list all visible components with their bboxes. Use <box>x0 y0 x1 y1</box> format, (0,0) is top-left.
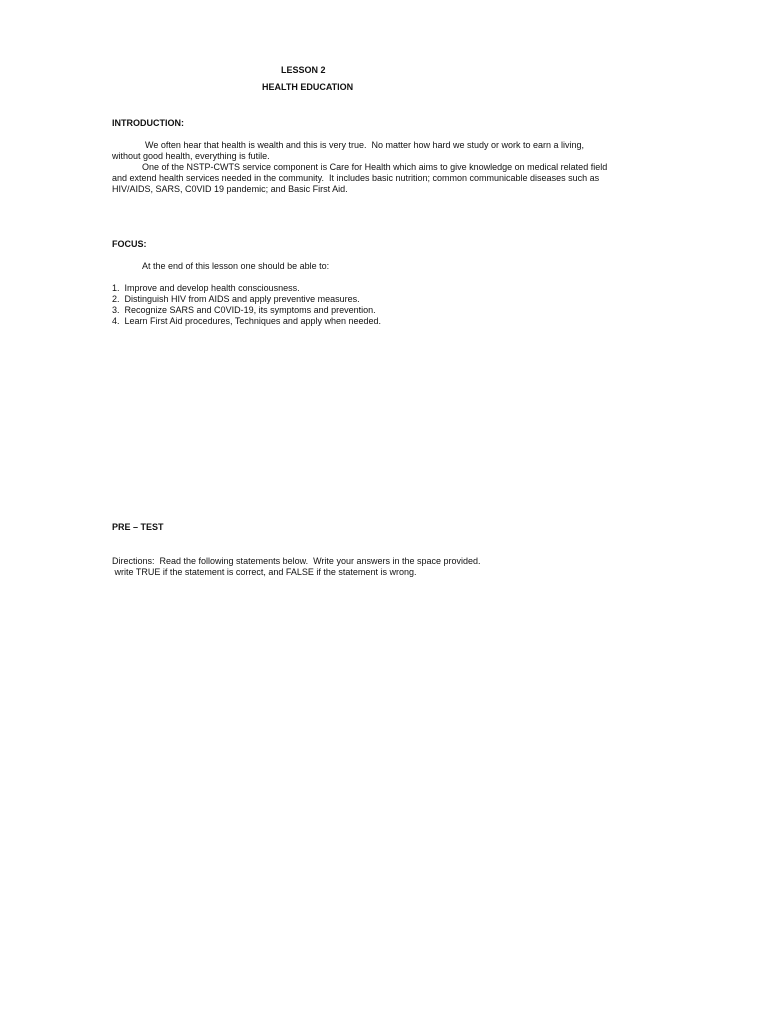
introduction-line: and extend health services needed in the community. It includes basic nutrition; common communicable diseases such as <box>112 173 600 183</box>
introduction-line: One of the NSTP-CWTS service component is Care for Health which aims to give knowledge on medical related field <box>142 162 608 172</box>
introduction-line: without good health, everything is futile. <box>112 151 270 161</box>
focus-item: 1. Improve and develop health consciousness. <box>112 283 300 293</box>
focus-item: 2. Distinguish HIV from AIDS and apply preventive measures. <box>112 294 360 304</box>
focus-heading: FOCUS: <box>112 239 147 249</box>
introduction-line: HIV/AIDS, SARS, C0VID 19 pandemic; and Basic First Aid. <box>112 184 348 194</box>
focus-item: 4. Learn First Aid procedures, Techniques and apply when needed. <box>112 316 382 326</box>
lesson-subtitle: HEALTH EDUCATION <box>262 82 354 92</box>
pretest-heading: PRE – TEST <box>112 522 164 532</box>
lesson-title: LESSON 2 <box>281 65 326 75</box>
introduction-line: We often hear that health is wealth and this is very true. No matter how hard we study or work to earn a living, <box>145 140 585 150</box>
focus-item: 3. Recognize SARS and C0VID-19, its symptoms and prevention. <box>112 305 376 315</box>
focus-intro: At the end of this lesson one should be able to: <box>142 261 330 271</box>
pretest-directions-line: Directions: Read the following statements below. Write your answers in the space provided. <box>112 556 481 566</box>
pretest-directions-line: write TRUE if the statement is correct, and FALSE if the statement is wrong. <box>112 567 417 577</box>
introduction-heading: INTRODUCTION: <box>112 118 184 128</box>
